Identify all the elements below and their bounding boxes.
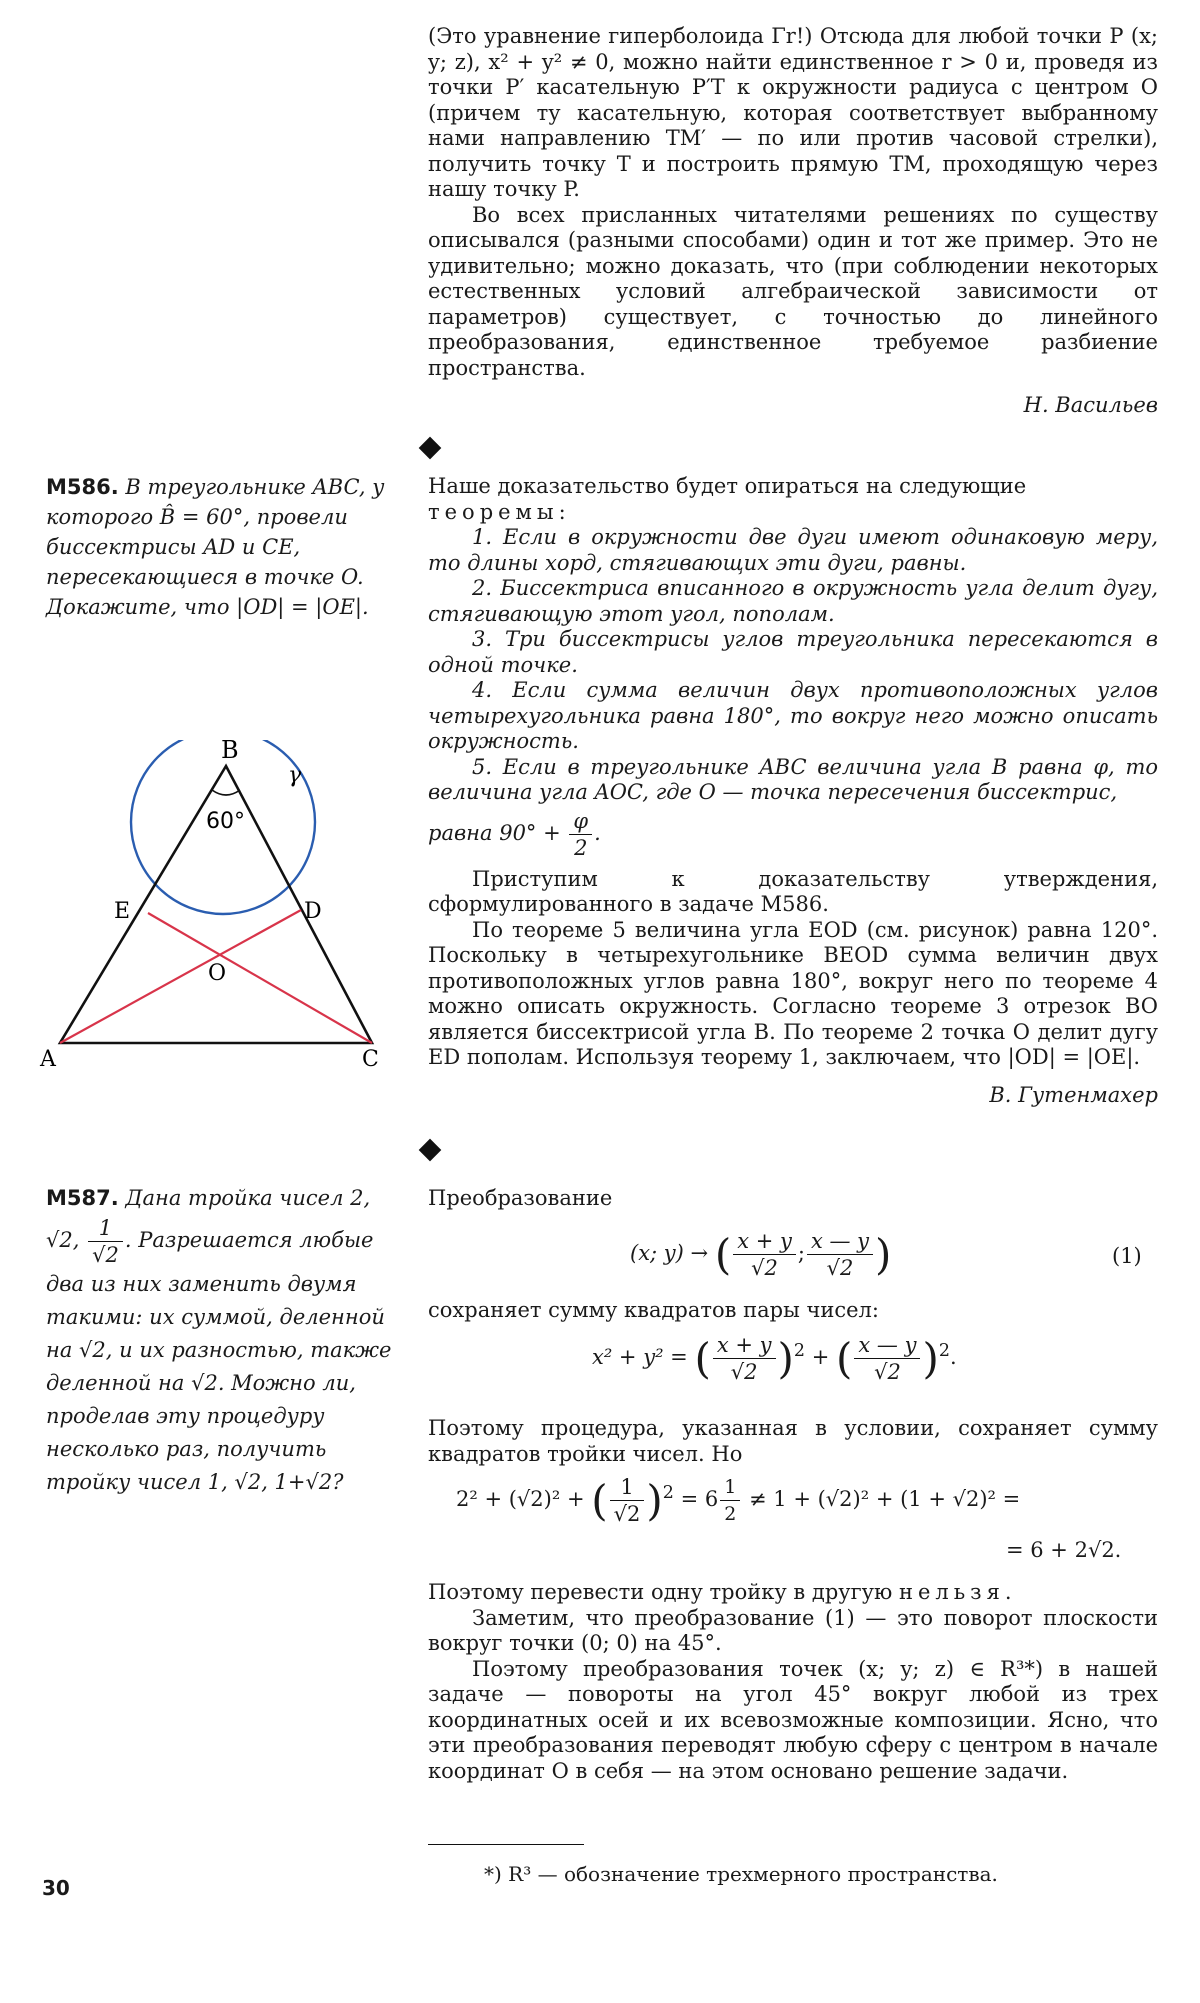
label-gamma: γ [288, 763, 302, 788]
footnote: *) R³ — обозначение трехмерного пространства. [484, 1862, 998, 1886]
label-angle: 60° [206, 809, 245, 834]
paragraph: Во всех присланных читателями решениях по существу описывался (разными способами) один и тот же пример. Это не удивительно; можно доказать, что (при соблюдении некоторых естественных условий алгебраической зависимости от параметров) существует, с точностью до линейного преобразования, единственное требуемое разбиение пространства. [428, 202, 1158, 380]
paragraph: Заметим, что преобразование (1) — это поворот плоскости вокруг точки (0; 0) на 45°. [428, 1605, 1158, 1655]
fraction-numerator: x + y [733, 1228, 796, 1255]
formula-text: x² + y² = [592, 1345, 688, 1369]
label-e: E [114, 899, 131, 924]
formula-text: = 6 [680, 1487, 719, 1511]
intro-text-2: теоремы: [428, 499, 571, 524]
exponent: 2 [662, 1483, 674, 1503]
triangle-abc [60, 766, 372, 1043]
fraction-numerator: x + y [713, 1332, 776, 1359]
problem-text: В треугольнике ABC, у которого B̂ = 60°, провели биссектрисы AD и CE, пересекающиеся в точке O. Докажите, что |OD| = |OE|. [46, 475, 385, 619]
footnote-rule [428, 1844, 584, 1845]
paragraph: Поэтому преобразования точек (x; y; z) ∈ R³*) в нашей задаче — повороты на угол 45° вокруг любой из трех координатных осей и их всевозможные композиции. Ясно, что эти преобразования переводят любую сферу с центром в начале координат O в себя — на этом основано решение задачи. [428, 1656, 1158, 1783]
label-a: A [40, 1047, 56, 1070]
fraction-numerator: x — y [854, 1332, 920, 1359]
fraction-denominator: √2 [826, 1256, 854, 1280]
theorem-2: 2. Биссектриса вписанного в окружность угла делит дугу, стягивающую этот угол, пополам. [428, 576, 1158, 626]
triangle-figure [36, 740, 396, 1070]
solution-m587-3 [428, 1416, 1158, 1467]
fraction-denominator: √2 [730, 1360, 758, 1384]
problem-text-3: . Разрешается любые два из них заменить двумя такими: их суммой, деленной на √2, и их разностью, также деленной на √2. Можно ли, проделав эту процедуру несколько раз, получить тройку чисел 1, √2, 1+√2? [46, 1228, 392, 1494]
fraction-denominator: √2 [92, 1243, 119, 1267]
theorem-5-end: равна 90° + $\frac{\varphi}{2}$ . [428, 808, 601, 860]
formula-2: x² + y² = ( $\frac{x + y}{√2}$ )$^2$ + ( $\frac{x — y}{√2}$ )$^2$. [592, 1333, 957, 1384]
problem-text-2: √2, [46, 1228, 80, 1252]
signature: В. Гутенмахер [989, 1082, 1158, 1107]
plus-sign: + [811, 1345, 830, 1369]
formula-1: (x; y) → ( $\frac{x + y}{√2}$ ; $\frac{x — y}{√2}$ ) [630, 1229, 892, 1280]
solution-m587-2 [428, 1298, 1158, 1324]
theorem-5: 5. Если в треугольнике ABC величина угла B равна φ, то величина угла AOC, где O — точка пересечения биссектрис, [428, 754, 1158, 804]
angle-arc [212, 790, 240, 795]
label-o: O [208, 961, 227, 986]
paragraph: Приступим к доказательству утверждения, сформулированного в задаче М586. [428, 866, 1158, 916]
problem-text: Дана тройка чисел 2, [125, 1186, 371, 1210]
formula-separator: ; [797, 1241, 805, 1265]
top-section [428, 24, 1158, 419]
label-b: B [221, 740, 239, 764]
paragraph [428, 474, 1158, 525]
page-number: 30 [42, 1876, 70, 1900]
formula-3: 2² + (√2)² + ( $\frac{1}{√2}$ )$^2$ = 6 $\frac{1}{2}$ ≠ 1 + (√2)² + (1 + √2)² = [456, 1475, 1021, 1526]
emphasis-text: нельзя. [898, 1580, 1017, 1604]
fraction-numerator: φ [569, 808, 592, 835]
theorem-3: 3. Три биссектрисы углов треугольника пересекаются в одной точке. [428, 627, 1158, 677]
fraction-numerator: x — y [807, 1228, 873, 1255]
problem-m587-statement [46, 1182, 396, 1499]
formula-number: (1) [1112, 1244, 1142, 1268]
fraction-numerator: 1 [610, 1474, 645, 1501]
problem-number: М587. [46, 1186, 119, 1210]
label-d: D [304, 899, 322, 924]
bisector-ad [60, 910, 301, 1043]
fraction-denominator: √2 [751, 1256, 778, 1280]
problem-m586-statement [46, 472, 396, 622]
fraction-denominator: 2 [574, 835, 588, 860]
formula-period: . [950, 1345, 957, 1369]
solution-m586 [428, 474, 1158, 1108]
fraction-denominator: √2 [874, 1360, 901, 1384]
section-diamond [419, 1139, 442, 1162]
problem-number: М586. [46, 475, 119, 499]
paragraph: (Это уравнение гиперболоида Γr!) Отсюда для любой точки P (x; y; z), x² + y² ≠ 0, можно найти единственное r > 0 и, проведя из точки P′ касательную P′T к окружности радиуса с центром O (причем ту касательную, которая соответствует выбранному нами направлению TM′ — по или против часовой стрелки), получить точку T и построить прямую TM, проходящую через нашу точку P. [428, 24, 1158, 201]
formula-3-result: = 6 + 2√2. [1006, 1538, 1122, 1562]
theorem-4: 4. Если сумма величин двух противоположных углов четырехугольника равна 180°, то вокруг него можно описать окружность. [428, 678, 1158, 753]
formula-text: ≠ 1 + (√2)² + (1 + √2)² = [749, 1487, 1021, 1511]
intro-text: Наше доказательство будет опираться на следующие [428, 474, 1027, 498]
fraction-numerator: 1 [88, 1215, 123, 1242]
exponent: 2 [793, 1341, 806, 1361]
fraction-denominator: √2 [613, 1502, 641, 1526]
section-diamond [419, 437, 442, 460]
theorem-5-end-text: равна 90° + [428, 820, 561, 845]
paragraph [428, 1580, 1158, 1606]
paragraph: По теореме 5 величина угла EOD (см. рисунок) равна 120°. Поскольку в четырехугольнике BEOD сумма величин двух противоположных углов равна 180°, вокруг него по теореме 4 можно описать окружность. Согласно теореме 3 отрезок BO является биссектрисой угла B. По теореме 2 точка O делит дугу ED пополам. Используя теорему 1, заключаем, что |OD| = |OE|. [428, 917, 1158, 1069]
paragraph-text: Поэтому перевести одну тройку в другую [428, 1580, 893, 1604]
paragraph: Поэтому процедура, указанная в условии, сохраняет сумму квадратов тройки чисел. Но [428, 1416, 1158, 1466]
theorem-1: 1. Если в окружности две дуги имеют одинаковую меру, то длины хорд, стягивающих эти дуги, равны. [428, 525, 1158, 575]
paragraph: сохраняет сумму квадратов пары чисел: [428, 1298, 879, 1322]
solution-m587 [428, 1186, 1158, 1212]
formula-text: (x; y) → [630, 1241, 709, 1265]
exponent: 2 [938, 1341, 950, 1361]
signature: Н. Васильев [1023, 393, 1158, 417]
fraction-denominator: 2 [724, 1503, 737, 1525]
paragraph: Преобразование [428, 1186, 613, 1210]
formula-text: 2² + (√2)² + [456, 1487, 585, 1511]
solution-m587-4 [428, 1580, 1158, 1784]
label-c: C [362, 1047, 379, 1070]
fraction-numerator: 1 [720, 1474, 740, 1501]
